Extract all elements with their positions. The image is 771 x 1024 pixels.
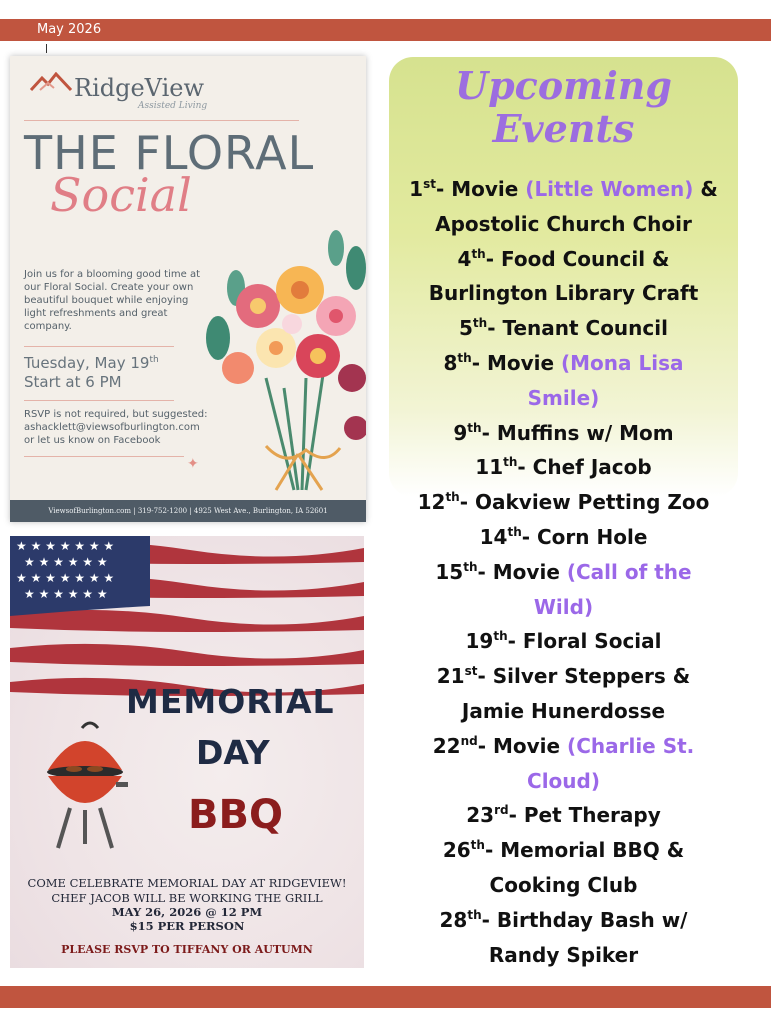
event-line	[389, 242, 738, 277]
floral-description: Join us for a blooming good time at our Floral Social. Create your own beautiful bouquet while enjoying light refreshments and great company.	[24, 269, 201, 332]
event-text: 14	[479, 524, 508, 549]
divider	[24, 346, 174, 347]
event-line	[389, 659, 738, 694]
memorial-day-text: DAY	[196, 733, 270, 772]
svg-text:★ ★ ★ ★ ★ ★: ★ ★ ★ ★ ★ ★	[24, 555, 108, 569]
event-line	[389, 381, 738, 416]
event-line	[389, 485, 738, 520]
event-line	[389, 416, 738, 451]
memorial-invite-line: COME CELEBRATE MEMORIAL DAY AT RIDGEVIEW!	[27, 876, 347, 890]
ordinal-suffix: st	[464, 664, 478, 679]
event-line	[389, 346, 738, 381]
event-text: - Birthday Bash w/	[481, 907, 688, 932]
event-line	[389, 764, 738, 799]
event-line	[389, 694, 738, 729]
flower-bouquet-icon	[206, 228, 366, 500]
event-text: Cooking Club	[489, 872, 638, 897]
event-line	[389, 624, 738, 659]
event-text: - Movie	[471, 350, 562, 375]
divider	[24, 400, 174, 401]
memorial-bbq-text: BBQ	[188, 792, 283, 838]
event-line	[389, 276, 738, 311]
event-text: - Tenant Council	[487, 316, 668, 341]
movie-title: (Charlie St.	[567, 733, 695, 758]
ordinal-suffix: th	[493, 629, 508, 644]
events-heading: Upcoming Events	[454, 63, 673, 151]
month-label: May 2026	[37, 22, 102, 37]
event-line	[389, 450, 738, 485]
events-list	[389, 172, 738, 972]
floral-title-script: Social	[50, 168, 192, 222]
svg-text:★ ★ ★ ★ ★ ★: ★ ★ ★ ★ ★ ★	[24, 587, 108, 601]
event-text: 15	[435, 559, 464, 584]
event-line	[389, 833, 738, 868]
logo-name: RidgeView	[74, 74, 205, 102]
floral-title: THE FLORAL	[24, 126, 315, 180]
event-text: - Movie	[477, 733, 568, 758]
ordinal-suffix: th	[445, 490, 460, 505]
mountain-logo-icon	[30, 72, 72, 92]
memorial-date-line: MAY 26, 2026 @ 12 PM	[111, 905, 263, 919]
event-text: 5	[459, 316, 473, 341]
event-text: 21	[436, 664, 465, 689]
floral-rsvp: RSVP is not required, but suggested: ashacklett@viewsofburlington.com or let us know on Facebook	[24, 409, 208, 446]
event-line	[389, 590, 738, 625]
floral-date: Tuesday, May 19th	[24, 354, 159, 372]
event-text: - Floral Social	[507, 629, 662, 654]
top-color-band	[0, 19, 771, 41]
event-text: 26	[442, 838, 471, 863]
ordinal-suffix: th	[457, 350, 472, 365]
event-line	[389, 311, 738, 346]
event-text: 4	[457, 246, 472, 271]
event-text: 1	[409, 177, 424, 201]
ordinal-suffix: st	[423, 177, 436, 191]
floral-footer: ViewsofBurlington.com | 319-752-1200 | 4925 West Ave., Burlington, IA 52601	[10, 500, 366, 522]
event-text: - Memorial BBQ &	[484, 838, 685, 863]
ordinal-suffix: th	[507, 524, 522, 539]
memorial-rsvp-line: PLEASE RSVP TO TIFFANY OR AUTUMN	[61, 943, 313, 956]
sparkle-icon: ✦	[187, 456, 199, 472]
event-text: 22	[432, 733, 461, 758]
event-text: 9	[453, 420, 468, 445]
divider	[24, 456, 184, 457]
event-text: - Movie	[477, 559, 567, 584]
movie-title: (Little Women)	[525, 177, 694, 201]
event-text: Jamie Hunerdosse	[461, 698, 666, 723]
svg-text:★ ★ ★ ★ ★ ★ ★: ★ ★ ★ ★ ★ ★ ★	[16, 571, 115, 585]
event-line	[389, 729, 738, 764]
event-line	[389, 903, 738, 938]
memorial-title: MEMORIAL	[126, 682, 335, 721]
memorial-bbq-flyer	[10, 536, 364, 968]
ordinal-suffix: th	[467, 420, 482, 435]
ordinal-suffix: nd	[460, 733, 478, 748]
event-text: - Chef Jacob	[517, 455, 652, 480]
event-text: - Silver Steppers &	[477, 664, 691, 689]
movie-title: Wild)	[533, 594, 594, 619]
event-text: 19	[465, 629, 494, 654]
event-text: 23	[466, 803, 495, 828]
event-text: - Movie	[435, 177, 526, 201]
event-text: - Pet Therapy	[508, 803, 661, 828]
ordinal-suffix: th	[467, 907, 482, 922]
ordinal-suffix: th	[472, 316, 488, 331]
event-line	[389, 798, 738, 833]
bottom-color-band	[0, 986, 771, 1008]
event-line	[389, 938, 738, 973]
ordinal-suffix: th	[470, 838, 485, 853]
event-text: 8	[443, 350, 458, 375]
movie-title: Smile)	[527, 385, 600, 410]
event-line	[389, 555, 738, 590]
event-text: 12	[417, 490, 446, 515]
event-text: - Corn Hole	[521, 524, 648, 549]
ridgeview-logo	[30, 68, 230, 111]
event-text: 28	[439, 907, 468, 932]
divider	[24, 120, 299, 121]
memorial-chef-line: CHEF JACOB WILL BE WORKING THE GRILL	[51, 891, 323, 905]
grill-icon	[40, 720, 130, 850]
floral-social-flyer	[10, 56, 366, 522]
event-text: 11	[475, 455, 504, 480]
event-text: Randy Spiker	[488, 942, 639, 967]
ordinal-suffix: th	[471, 246, 486, 261]
movie-title: (Mona Lisa	[561, 350, 684, 375]
event-text: Apostolic Church Choir	[435, 211, 692, 236]
event-text: - Food Council &	[485, 246, 670, 271]
event-line	[389, 868, 738, 903]
text-cursor	[46, 44, 47, 53]
american-flag-icon	[10, 536, 364, 706]
ordinal-suffix: th	[463, 559, 478, 574]
svg-text:★ ★ ★ ★ ★ ★ ★: ★ ★ ★ ★ ★ ★ ★	[16, 539, 115, 553]
floral-time: Start at 6 PM	[24, 373, 122, 391]
event-line	[389, 207, 738, 242]
ordinal-suffix: th	[503, 455, 518, 470]
movie-title: Cloud)	[527, 768, 600, 793]
movie-title: (Call of the	[566, 559, 692, 584]
memorial-price-line: $15 PER PERSON	[129, 919, 245, 933]
logo-subtitle: Assisted Living	[138, 101, 208, 111]
event-text: - Oakview Petting Zoo	[459, 490, 710, 515]
event-text: - Muffins w/ Mom	[481, 420, 674, 445]
event-line	[389, 172, 738, 207]
event-text: &	[693, 177, 718, 201]
event-line	[389, 520, 738, 555]
ordinal-suffix: rd	[494, 803, 509, 818]
event-text: Burlington Library Craft	[428, 281, 699, 306]
